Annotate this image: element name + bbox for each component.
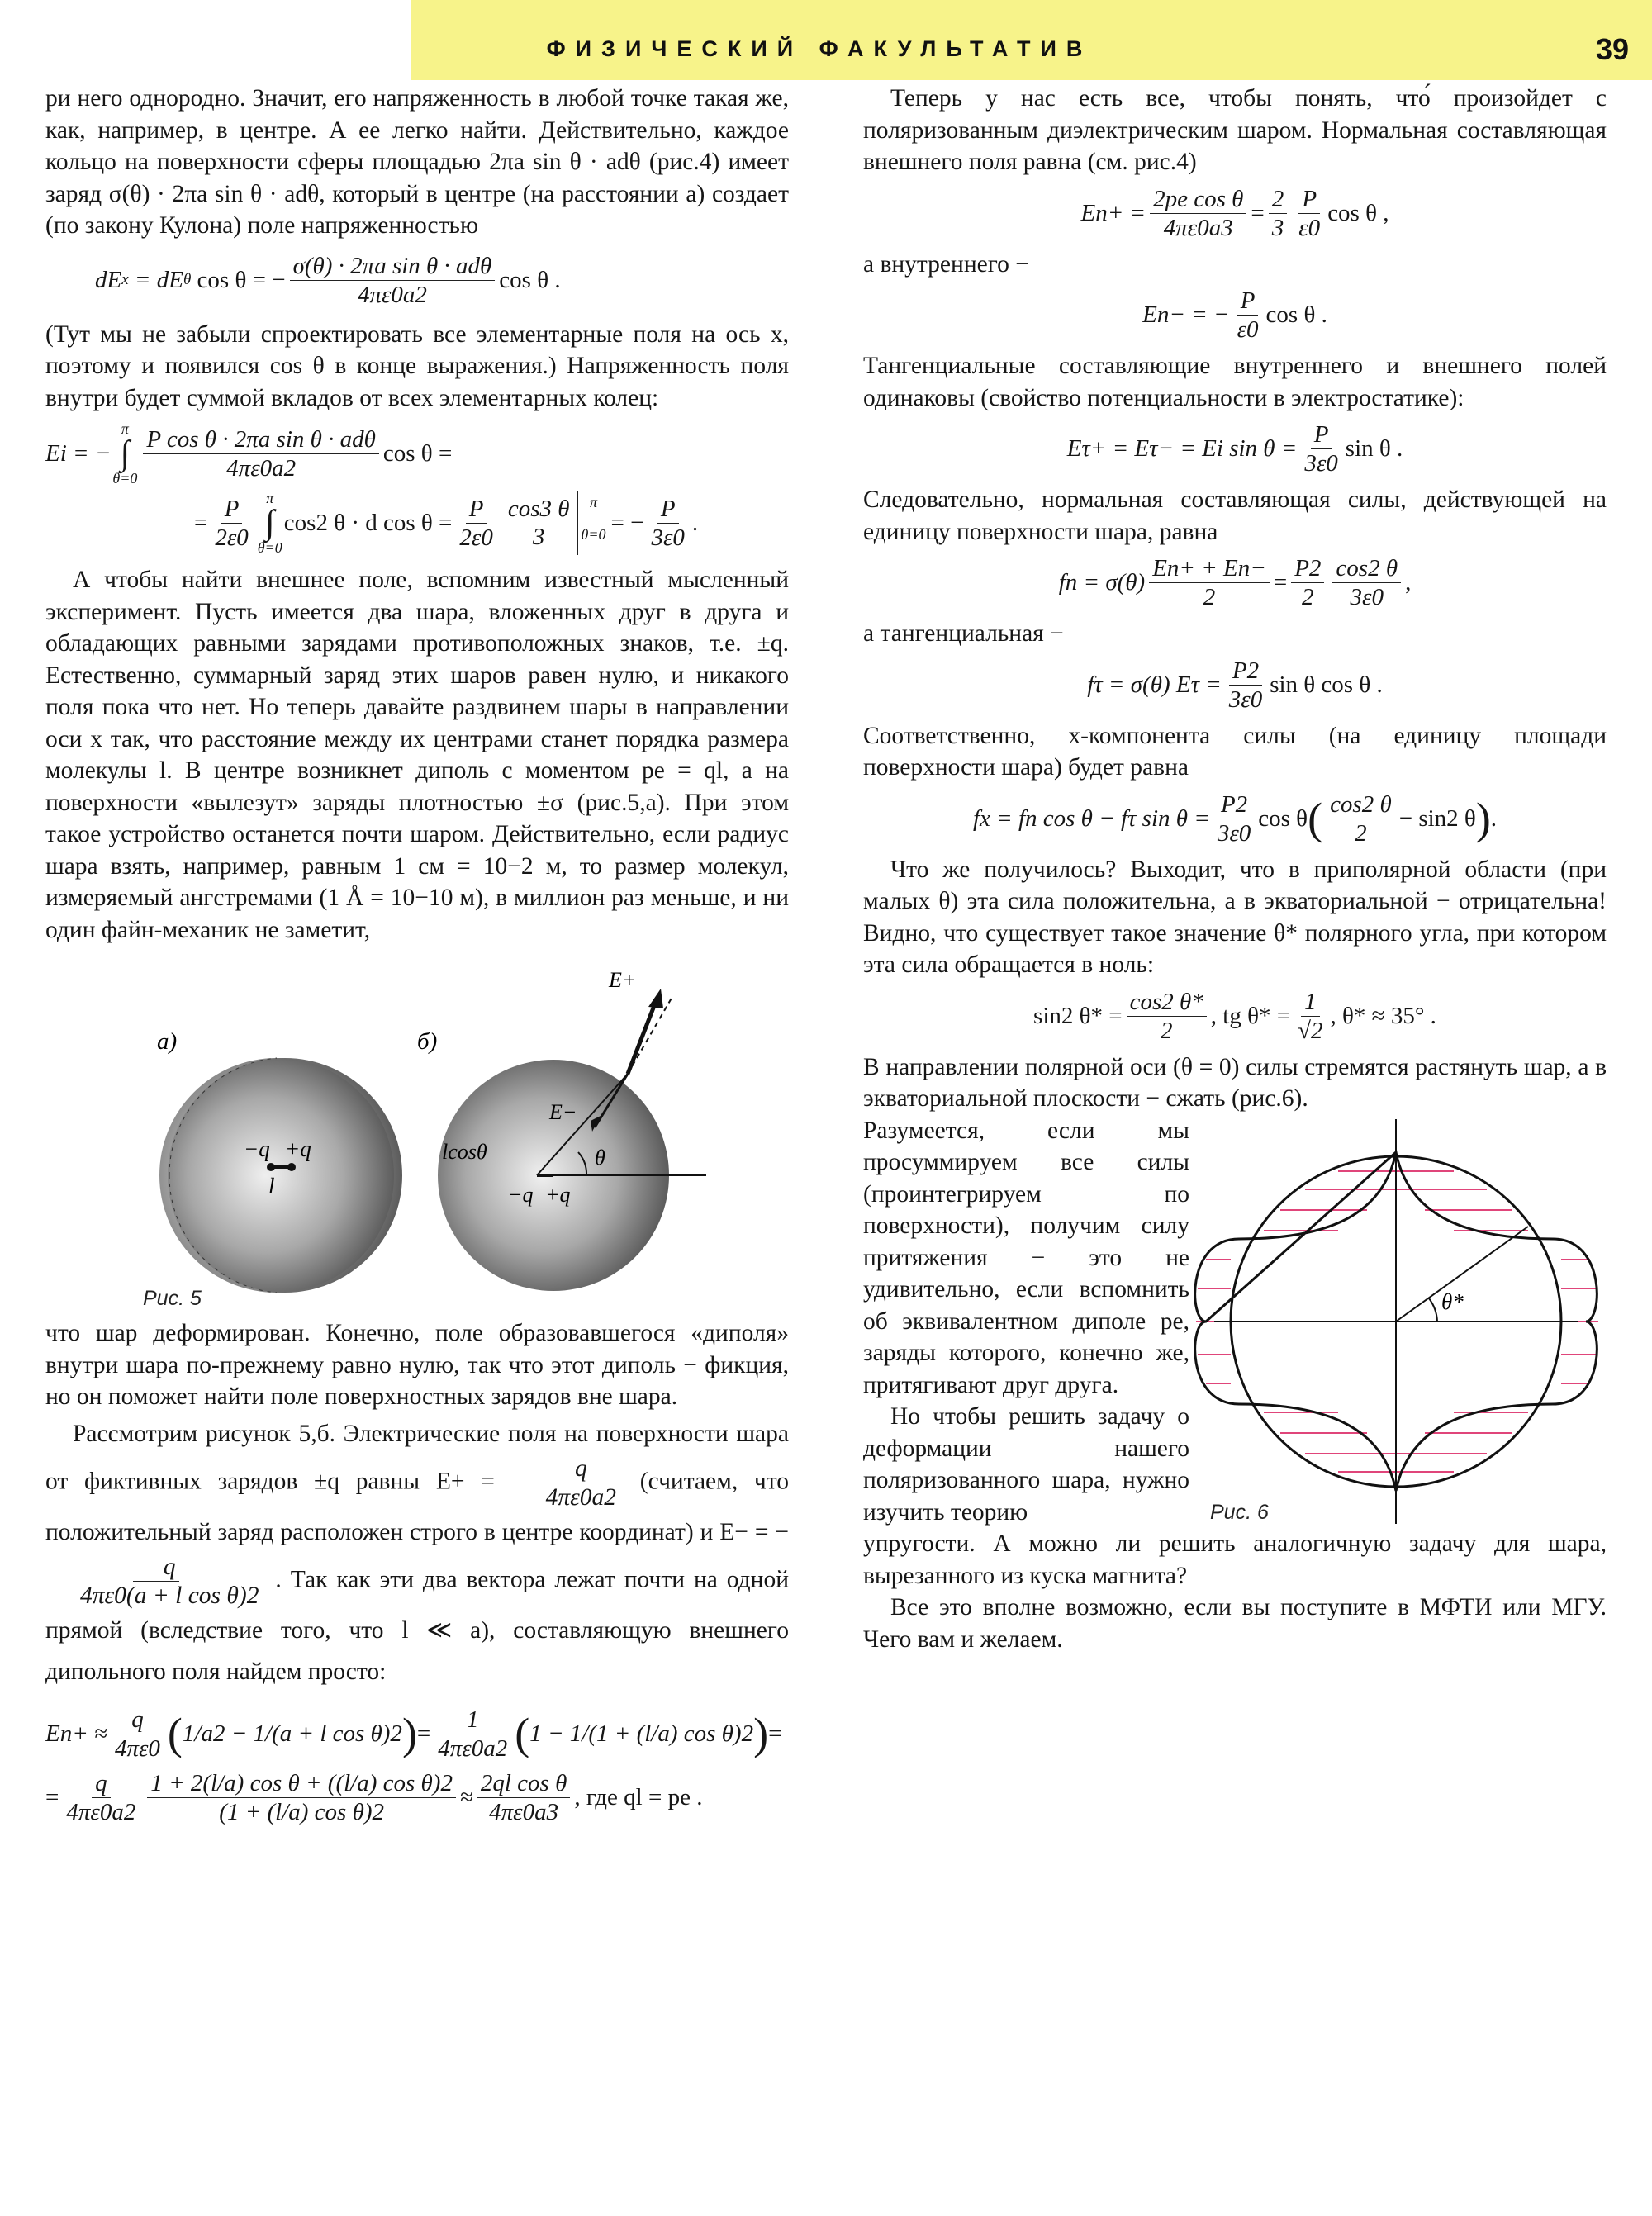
fraction: $\frac{P}{2\varepsilon 0}$ [215, 495, 249, 551]
eq-term: cos θ = [382, 439, 453, 467]
wrapped-text [863, 1115, 1189, 1529]
page-number: 39 [1595, 32, 1629, 66]
theta-arc [1429, 1298, 1437, 1322]
section-title: ФИЗИЧЕСКИЙ ФАКУЛЬТАТИВ [546, 36, 1093, 61]
label-minus-q: −q [508, 1183, 534, 1207]
paragraph: Но чтобы решить задачу о деформации нашего поляризованного шара, нужно изучить теорию [863, 1403, 1189, 1526]
paragraph: В направлении полярной оси (θ = 0) силы стремятся растянуть шар, а в экваториальной плоскости − сжать (рис.6). [863, 1053, 1607, 1112]
charge-dot [267, 1163, 275, 1171]
sphere-a [159, 1058, 394, 1293]
equation: En− = − $\frac{P}{\varepsilon 0}$ cos θ . [1142, 287, 1327, 343]
equation [45, 420, 789, 486]
e-plus-vector [628, 999, 657, 1074]
equation: fτ = σ(θ) Eτ = $\frac{P2}{3\varepsilon 0}$ sin θ cos θ . [1087, 657, 1383, 713]
equation: fn = σ(θ) $\frac{En+ + En-}{2}$ = $\frac{P2}{2}$ $\frac{\cos 2 \theta}{3\varepsilon 0}$ , [1058, 555, 1412, 610]
eq-term: cos θ = − [197, 266, 286, 293]
eq-term: = dE [134, 266, 183, 293]
figure-caption: Рис. 6 [1210, 1500, 1269, 1524]
integral-sign: π ∫ θ=0 [257, 490, 282, 556]
paragraph: упругости. А можно ли решить аналогичную задачу для шара, вырезанного из куска магнита? [863, 1530, 1607, 1589]
eq-term: dE [95, 266, 122, 293]
arrow-head [648, 989, 663, 1008]
label-plus-q: +q [545, 1183, 571, 1207]
label-theta: θ [595, 1146, 605, 1170]
right-column [863, 83, 1607, 1655]
eval-bar: π θ=0 [577, 491, 606, 555]
equation: dE x = dE θ cos θ = − $\frac{\text{σ(θ) · 2πa sin θ · adθ}}{4\pi\varepsilon 0a2}$ cos θ . [95, 252, 561, 308]
fraction: $\frac{\text{σ(θ) · 2πa sin θ · adθ}}{4\pi\varepsilon 0a2}$ [290, 252, 496, 309]
paragraph: (Тут мы не забыли спроектировать все элементарные поля на ось x, поэтому и появился cos θ в конце выражения.) Напряженность поля внутри будет суммой вкладов от всех элементарных колец: [45, 320, 789, 411]
eq-term: Ei = − [45, 439, 112, 467]
paragraph: Что же получилось? Выходит, что в приполярной области (при малых θ) эта сила положительна, а в экваториальной − отрицательна! Видно, что существует такое значение θ* полярного угла, при котором эта сила обращается в ноль: [863, 856, 1607, 978]
label-e-minus: E− [549, 1100, 577, 1124]
header-band [411, 0, 1652, 80]
equation: sin2 θ* = $\frac{\cos 2 \theta*}{2}$ , tg θ* = $\frac{1}{√2}$ , θ* ≈ 35° . [1033, 988, 1436, 1044]
equation: Eτ+ = Eτ− = Ei sin θ = $\frac{P}{3\varepsilon 0}$ sin θ . [1066, 421, 1403, 477]
charge-dot [287, 1163, 296, 1171]
equation: En+ ≈ $\frac{q}{4\pi\varepsilon 0}$ ( 1/a2 − 1/(a + l cos θ)2 ) = $\frac{1}{4\pi\varepsilon 0a2}$ ( 1 − 1/(1 + (l/a) cos θ)2 ) = [45, 1706, 782, 1762]
equation: fx = fn cos θ − fτ sin θ = $\frac{P2}{3\varepsilon 0}$ cos θ ( $\frac{\cos 2 \theta}{2}$ − sin2 θ ) . [972, 790, 1498, 847]
fraction: $\frac{\text{P cos θ · 2πa sin θ · adθ}}{4\pi\varepsilon 0a2}$ [143, 425, 378, 482]
equation: = $\frac{P}{2\varepsilon 0}$ π ∫ θ=0 cos2 θ · d cos θ = $\frac{P}{2\varepsilon 0}$ cos3 θ 3 π θ=0 = − $\frac{P}{3\varepsilon 0}$ . [194, 490, 699, 556]
fraction: $\frac{P}{3\varepsilon 0}$ [651, 495, 685, 551]
label-e-plus: E+ [609, 968, 637, 992]
label-minus-q: −q [244, 1136, 270, 1161]
equation: = $\frac{q}{4\pi\varepsilon 0a2}$ $\frac{\text{1 + 2(l/a) cos θ + ((l/a) cos θ)2}}{\text{(1 + (l/a) cos θ)2}}$ ≈ $\frac{\text{2ql cos θ}}{4\pi\varepsilon 0a3}$ , где ql = pe . [45, 1769, 703, 1825]
figure-6-graphic [1189, 1115, 1607, 1528]
paragraph: ри него однородно. Значит, его напряженность в любой точке такая же, как, например, в центре. А ее легко найти. Действительно, каждое кольцо на поверхности сферы площадью 2πa sin θ · adθ (рис.4) имеет заряд σ(θ) · 2πa sin θ · adθ, который в центре (на расстоянии a) создает (по закону Кулона) поле напряженностью [45, 85, 789, 239]
left-column [45, 83, 789, 1833]
figure-5 [45, 954, 789, 1317]
label-theta-star: θ* [1441, 1288, 1464, 1314]
equation: En+ = $\frac{\text{2pe cos θ}}{4\pi\varepsilon 0a3}$ = $\frac{2}{3}$ $\frac{P}{\varepsilon 0}$ cos θ , [1080, 185, 1389, 241]
figure-caption: Рис. 5 [143, 1287, 202, 1310]
fraction: cos3 θ 3 [507, 496, 570, 550]
paragraph: Соответственно, x-компонента силы (на единицу площади поверхности шара) будет равна [863, 722, 1607, 781]
label-b: б) [417, 1028, 438, 1055]
paragraph: Рассмотрим рисунок 5,б. Электрические поля на поверхности шара от фиктивных зарядов ±q равны E+ = $\frac{q}{4\pi\varepsilon 0a2}$ (считаем, что положительный заряд расположен строго в центре координат) и E− = − $\frac{q}{\text{4πε0(a + l cos θ)2}}$ . Так как эти два вектора лежат почти на одной прямой (вследствие того, что l ≪ a), составляющую внешнего дипольного поля найдем просто: [45, 1420, 790, 1685]
paragraph: Теперь у нас есть все, чтобы понять, что́ произойдет с поляризованным диэлектрическим шаром. Нормальная составляющая внешнего поля равна (см. рис.4) [863, 85, 1607, 175]
label-a: а) [157, 1028, 178, 1055]
text-with-figure [863, 1115, 1607, 1529]
label-lcos: lcosθ [442, 1140, 487, 1164]
paragraph: Тангенциальные составляющие внутреннего и внешнего полей одинаковы (свойство потенциальности в электростатике): [863, 353, 1607, 411]
label-l: l [268, 1174, 275, 1198]
paragraph: Следовательно, нормальная составляющая силы, действующей на единицу поверхности шара, равна [863, 486, 1607, 545]
label-plus-q: +q [285, 1136, 311, 1161]
eq-term: cos θ . [499, 266, 561, 293]
paragraph: а тангенциальная − [863, 620, 1064, 647]
figure-5-graphic [45, 954, 789, 1317]
paragraph: а внутреннего − [863, 250, 1029, 278]
figure-6 [1189, 1115, 1607, 1528]
integral-sign: π ∫ θ=0 [112, 420, 138, 486]
paragraph: Все это вполне возможно, если вы поступите в МФТИ или МГУ. Чего вам и желаем. [863, 1594, 1607, 1653]
paragraph: А чтобы найти внешнее поле, вспомним известный мысленный эксперимент. Пусть имеется два шара, вложенных друг в друга и обладающих равными зарядами противоположных знаков, т.е. ±q. Естественно, суммарный заряд этих шаров равен нулю, и никакого поля пока что нет. Но теперь давайте раздвинем шары в направлении оси x так, что расстояние между их центрами станет порядка размера молекулы l. В центре возникнет диполь с моментом pe = ql, а на поверхности «вылезут» заряды плотностью ±σ (рис.5,а). При этом такое устройство останется почти шаром. Действительно, если радиус шара взять, например, равным 1 см = 10−2 м, то размер молекул, измеряемый ангстремами (1 Å = 10−10 м), в миллион раз меньше, и ни один файн-механик не заметит, [45, 567, 789, 943]
fraction: $\frac{P}{2\varepsilon 0}$ [459, 495, 493, 551]
paragraph: что шар деформирован. Конечно, поле образовавшегося «диполя» внутри шара по-прежнему равно нулю, так что этот диполь − фикция, но он поможет найти поле поверхностных зарядов вне шара. [45, 1320, 789, 1410]
paragraph: Разумеется, если мы просуммируем все силы (проинтегрируем по поверхности), получим силу притяжения − это не удивительно, если вспомнить об эквивалентном диполе pe, заряды которого, конечно же, притягивают друг друга. [863, 1117, 1189, 1398]
